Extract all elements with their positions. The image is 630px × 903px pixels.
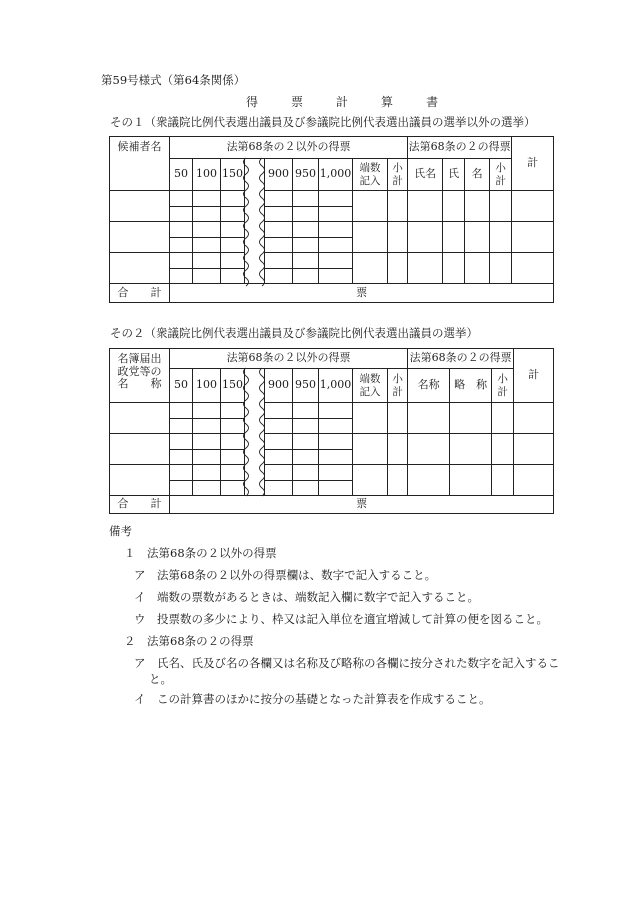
section1-table — [109, 136, 554, 303]
notes-heading: 備考 — [109, 524, 132, 538]
candidate-cell[interactable] — [110, 253, 170, 284]
art-68-2-votes-header: 法第68条の２の得票 — [408, 137, 512, 159]
title-char: 書 — [426, 95, 439, 109]
sum-label: 合 計 — [110, 496, 170, 514]
col-100: 100 — [193, 369, 221, 403]
fraction-cell[interactable] — [353, 191, 388, 222]
col-given-name: 名 — [465, 159, 490, 191]
subtotal-header: 小 計 — [388, 159, 408, 191]
form-number: 第59号様式（第64条関係） — [101, 73, 246, 87]
section2-heading: その２（衆議院比例代表選出議員及び参議院比例代表選出議員の選挙） — [110, 326, 478, 340]
col-150: 150 — [221, 369, 245, 403]
fraction-cell[interactable] — [353, 465, 388, 496]
subtotal-cell[interactable] — [490, 191, 512, 222]
party-header-line: 政党等の — [117, 364, 162, 378]
subtotal-cell[interactable] — [388, 191, 408, 222]
party-cell[interactable] — [110, 403, 170, 434]
candidate-cell[interactable] — [110, 191, 170, 222]
col-50: 50 — [170, 159, 193, 191]
subtotal-header-b: 小 計 — [492, 369, 514, 403]
col-950: 950 — [293, 159, 319, 191]
col-150: 150 — [221, 159, 245, 191]
fraction-entry-header: 端数 記入 — [353, 369, 388, 403]
party-header-line: 名簿届出 — [117, 352, 162, 365]
title-char: 得 — [246, 95, 259, 109]
note-item-2i: イ この計算書のほかに按分の基礎となった計算表を作成すること。 — [134, 692, 491, 706]
document-title — [246, 93, 438, 110]
non-68-2-votes-header: 法第68条の２以外の得票 — [170, 137, 408, 159]
col-1000: 1,000 — [319, 159, 353, 191]
note-item-2a: ア 氏名、氏及び名の各欄又は名称及び略称の各欄に按分された数字を記入するこ — [134, 656, 560, 670]
non-68-2-votes-header: 法第68条の２以外の得票 — [170, 349, 408, 369]
subtotal-cell[interactable] — [388, 403, 408, 434]
fraction-cell[interactable] — [353, 434, 388, 465]
fraction-cell[interactable] — [353, 253, 388, 284]
party-name-header — [110, 349, 170, 403]
fraction-cell[interactable] — [353, 403, 388, 434]
subtotal-header-b: 小 計 — [490, 159, 512, 191]
col-100: 100 — [193, 159, 221, 191]
col-900: 900 — [265, 369, 293, 403]
subtotal-header: 小 計 — [388, 369, 408, 403]
section1-heading: その１（衆議院比例代表選出議員及び参議院比例代表選出議員の選挙以外の選挙） — [110, 115, 536, 129]
votes-label: 票 — [170, 284, 554, 303]
party-header-line: 名 称 — [117, 377, 162, 391]
total-header: 計 — [514, 349, 554, 403]
note-item-1: １ 法第68条の２以外の得票 — [124, 546, 277, 560]
entry-cell[interactable] — [408, 191, 443, 222]
total-header: 計 — [512, 137, 554, 191]
art-68-2-votes-header: 法第68条の２の得票 — [408, 349, 514, 369]
candidate-name-header: 候補者名 — [110, 137, 170, 191]
entry-cell[interactable] — [465, 191, 490, 222]
fraction-cell[interactable] — [353, 222, 388, 253]
sum-label: 合 計 — [110, 284, 170, 303]
title-char: 計 — [336, 95, 349, 109]
note-item-1a: ア 法第68条の２以外の得票欄は、数字で記入すること。 — [134, 568, 437, 582]
section2-table — [109, 348, 554, 514]
party-cell[interactable] — [110, 434, 170, 465]
subtotal-cell[interactable] — [388, 434, 408, 465]
title-char: 算 — [381, 95, 394, 109]
entry-cell[interactable] — [319, 191, 353, 207]
col-abbreviation: 略 称 — [450, 369, 492, 403]
total-cell[interactable] — [512, 191, 554, 222]
col-900: 900 — [265, 159, 293, 191]
col-surname: 氏 — [443, 159, 465, 191]
votes-label: 票 — [170, 496, 554, 514]
subtotal-cell[interactable] — [388, 465, 408, 496]
fraction-entry-header: 端数 記入 — [353, 159, 388, 191]
wavy-break-lines — [240, 368, 268, 498]
col-full-name: 氏名 — [408, 159, 443, 191]
subtotal-cell[interactable] — [388, 222, 408, 253]
col-950: 950 — [293, 369, 319, 403]
title-char: 票 — [291, 95, 304, 109]
entry-cell[interactable] — [193, 191, 221, 207]
col-party-name: 名称 — [408, 369, 450, 403]
note-item-1i: イ 端数の票数があるときは、端数記入欄に数字で記入すること。 — [134, 590, 479, 604]
wavy-break-lines — [240, 158, 268, 286]
note-item-2a-cont: と。 — [149, 672, 172, 686]
col-50: 50 — [170, 369, 193, 403]
entry-cell[interactable] — [293, 191, 319, 207]
entry-cell[interactable] — [265, 191, 293, 207]
party-cell[interactable] — [110, 465, 170, 496]
candidate-cell[interactable] — [110, 222, 170, 253]
subtotal-cell[interactable] — [388, 253, 408, 284]
col-1000: 1,000 — [319, 369, 353, 403]
note-item-2: ２ 法第68条の２の得票 — [124, 634, 254, 648]
note-item-1u: ウ 投票数の多少により、枠又は記入単位を適宜増減して計算の便を図ること。 — [134, 612, 548, 626]
entry-cell[interactable] — [443, 191, 465, 222]
entry-cell[interactable] — [170, 191, 193, 207]
